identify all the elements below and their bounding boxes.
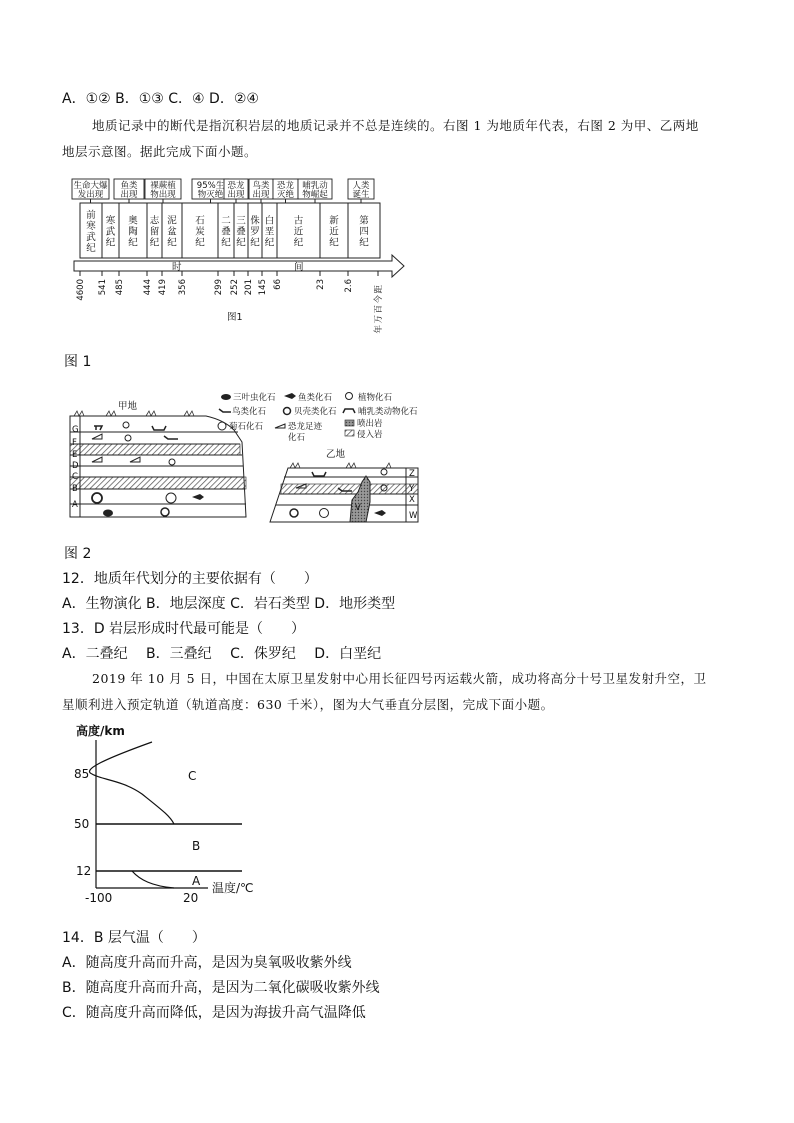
unit-char: 百 [374, 305, 384, 314]
intrusive-rock-icon [345, 430, 354, 436]
mammal-icon [343, 409, 355, 413]
tick-label: 23 [316, 279, 326, 290]
temp-curve-upper [90, 742, 175, 824]
extrusive-rock-icon [345, 420, 354, 426]
period-char: 纪 [264, 237, 275, 249]
unit-char: 今 [374, 295, 384, 304]
ytick-50: 50 [74, 817, 90, 831]
strata-figure [66, 382, 436, 527]
unit-char: 年 [374, 325, 384, 334]
period-char: 留 [149, 226, 160, 238]
period-char: 志 [149, 215, 160, 227]
event-text: 裸蕨植 [150, 181, 176, 191]
tick-label: 201 [244, 279, 254, 296]
event-text: 灭绝 [276, 190, 295, 200]
period-char: 近 [329, 226, 339, 238]
period-char: 垩 [264, 226, 275, 238]
period-char: 泥 [167, 215, 177, 227]
q13-stem: 13．D 岩层形成时代最可能是（ ） [62, 621, 306, 637]
period-char: 三 [236, 215, 246, 227]
period-char: 纪 [329, 237, 339, 249]
event-text: 鱼类 [120, 181, 138, 191]
jia-title: 甲地 [118, 401, 138, 412]
period-char: 陶 [128, 226, 138, 238]
fig1-inner-caption: 图1 [227, 312, 243, 323]
q12-options: A．生物演化 B．地层深度 C．岩石类型 D．地形类型 [62, 596, 396, 612]
q14-stem: 14．B 层气温（ ） [62, 930, 206, 946]
yi-layer-letter: Z [409, 469, 415, 479]
period-char: 石 [195, 215, 205, 227]
jia-layer-letter: B [72, 484, 78, 494]
legend-footprint2: 化石 [288, 433, 306, 443]
period-char: 近 [293, 226, 304, 238]
trilobite-icon [221, 394, 231, 400]
shell-icon [284, 408, 291, 415]
event-text: 发出现 [77, 190, 104, 200]
period-char: 纪 [86, 243, 96, 254]
atm-xlabel: 温度/℃ [212, 881, 254, 895]
event-text: 人类 [352, 181, 370, 191]
jia-layer-letter: D [72, 461, 79, 471]
event-text: 物崛起 [302, 190, 328, 200]
period-char: 白 [264, 215, 275, 227]
q14-option-b: B．随高度升高而升高，是因为二氧化碳吸收紫外线 [62, 980, 380, 996]
yi-layer-letter: V [355, 503, 361, 513]
period-char: 武 [86, 232, 96, 243]
tick-label: 485 [115, 279, 125, 296]
passage1-line1: 地质记录中的断代是指沉积岩层的地质记录并不总是连续的。右图 1 为地质年代表，右图 2 为甲、乙两地 [92, 118, 699, 133]
legend-plant: 植物化石 [358, 393, 393, 403]
event-text: 诞生 [352, 190, 370, 200]
legend-ammonite: 菊石化石 [229, 422, 264, 432]
axis-word-time1: 时 [172, 262, 182, 273]
time-unit-label [373, 285, 384, 334]
tick-label: 419 [158, 279, 168, 296]
bird-icon [219, 409, 231, 412]
fig2-label: 图 2 [64, 546, 92, 562]
yi-layer-letter: Y [409, 484, 415, 494]
q14-option-a: A．随高度升高而升高，是因为臭氧吸收紫外线 [62, 955, 352, 971]
period-char: 第 [359, 215, 369, 227]
plant-icon [346, 393, 353, 400]
xtick-minus100: -100 [85, 891, 113, 905]
event-text: 鸟类 [252, 181, 270, 191]
event-text: 出现 [252, 190, 270, 200]
period-char: 奥 [128, 215, 138, 227]
tick-label: 444 [143, 279, 153, 296]
jia-layer-letter: E [72, 450, 78, 460]
event-boxes [72, 179, 374, 203]
period-char: 前 [86, 210, 96, 221]
event-text: 95%生 [196, 181, 225, 191]
jia-layer-letter: G [72, 425, 79, 435]
period-char: 罗 [250, 226, 260, 238]
legend-bird: 鸟类化石 [232, 407, 267, 417]
tick-label: 252 [230, 279, 240, 296]
tick-label: 541 [98, 279, 108, 296]
yi-layer-letter: W [409, 511, 418, 521]
period-char: 纪 [195, 237, 205, 249]
ytick-85: 85 [74, 767, 90, 781]
period-char: 侏 [250, 215, 260, 227]
period-char: 纪 [167, 237, 177, 249]
legend-extrusive: 喷出岩 [357, 419, 383, 429]
event-text: 物出现 [150, 190, 176, 200]
passage2-line1: 2019 年 10 月 5 日，中国在太原卫星发射中心用长征四号丙运载火箭，成功将高分十号卫星发射升空，卫 [92, 671, 707, 686]
period-char: 纪 [250, 237, 260, 249]
atmosphere-layer-chart [62, 720, 272, 910]
axis-word-time2: 间 [294, 262, 304, 273]
tick-labels [76, 279, 354, 301]
period-char: 盆 [167, 226, 177, 238]
legend-intrusive: 侵入岩 [357, 430, 383, 440]
yi-title: 乙地 [326, 449, 346, 460]
q13-options: A．二叠纪 B．三叠纪 C．侏罗纪 D．白垩纪 [62, 646, 382, 662]
tick-label: 145 [258, 279, 268, 296]
legend-trilobite: 三叶虫化石 [233, 393, 276, 403]
event-text: 出现 [120, 190, 138, 200]
footprint-icon [275, 424, 285, 428]
period-char: 新 [329, 215, 339, 227]
period-char: 二 [221, 215, 231, 227]
yi-layer-letter: X [409, 495, 415, 505]
tick-label: 356 [178, 279, 188, 296]
unit-char: 距 [374, 285, 384, 294]
period-char: 武 [105, 226, 116, 238]
layer-label-c: C [188, 769, 197, 783]
tick-marks [80, 271, 378, 276]
event-text: 物灭绝 [197, 190, 224, 200]
tick-label: 4600 [76, 279, 86, 301]
jia-layer-letter: F [72, 438, 77, 448]
period-char: 纪 [149, 237, 160, 249]
yi-block [270, 463, 418, 522]
period-char: 纪 [221, 237, 231, 249]
event-text: 生命大爆 [73, 181, 108, 191]
legend-fish: 鱼类化石 [298, 393, 333, 403]
passage2-line2: 星顺利进入预定轨道（轨道高度：630 千米），图为大气垂直分层图，完成下面小题。 [62, 697, 554, 712]
fig1-label: 图 1 [64, 354, 92, 370]
period-char: 叠 [221, 226, 231, 238]
legend-footprint1: 恐龙足迹 [288, 422, 323, 432]
jia-layer-letter: A [72, 500, 78, 510]
period-char: 纪 [293, 237, 304, 249]
jia-block [70, 411, 246, 517]
period-char: 纪 [236, 237, 246, 249]
xtick-20: 20 [183, 891, 199, 905]
tick-label: 299 [214, 279, 224, 296]
q11-options: A．①② B．①③ C．④ D．②④ [62, 91, 259, 107]
period-char: 寒 [105, 215, 116, 227]
tick-label: 2.6 [344, 279, 354, 293]
period-char: 炭 [195, 226, 205, 238]
unit-char: 万 [374, 315, 384, 324]
period-char: 四 [359, 226, 369, 238]
ytick-12: 12 [76, 864, 92, 878]
period-char: 纪 [128, 237, 138, 249]
layer-label-b: B [192, 839, 201, 853]
atm-ylabel: 高度/km [76, 724, 125, 738]
fish-icon [284, 393, 296, 399]
temp-curve-lower [132, 871, 174, 888]
passage1-line2: 地层示意图。据此完成下面小题。 [62, 144, 258, 159]
period-char: 古 [293, 215, 304, 227]
period-char: 纪 [359, 237, 369, 249]
strata-legend [218, 392, 418, 443]
q14-option-c: C．随高度升高而降低，是因为海拔升高气温降低 [62, 1005, 366, 1021]
geologic-time-figure [66, 175, 411, 340]
q12-stem: 12．地质年代划分的主要依据有（ ） [62, 571, 318, 587]
jia-layer-letter: C [72, 472, 78, 482]
event-text: 哺乳动 [302, 181, 328, 191]
event-text: 出现 [227, 190, 245, 200]
event-text: 恐龙 [227, 181, 245, 191]
period-labels [86, 209, 369, 254]
period-char: 寒 [86, 221, 96, 232]
tick-label: 66 [273, 279, 283, 290]
period-char: 纪 [105, 237, 116, 249]
layer-label-a: A [192, 874, 201, 888]
event-text: 恐龙 [276, 181, 295, 191]
period-char: 叠 [236, 226, 246, 238]
legend-mammal: 哺乳类动物化石 [358, 407, 418, 417]
legend-shell: 贝壳类化石 [294, 407, 337, 417]
